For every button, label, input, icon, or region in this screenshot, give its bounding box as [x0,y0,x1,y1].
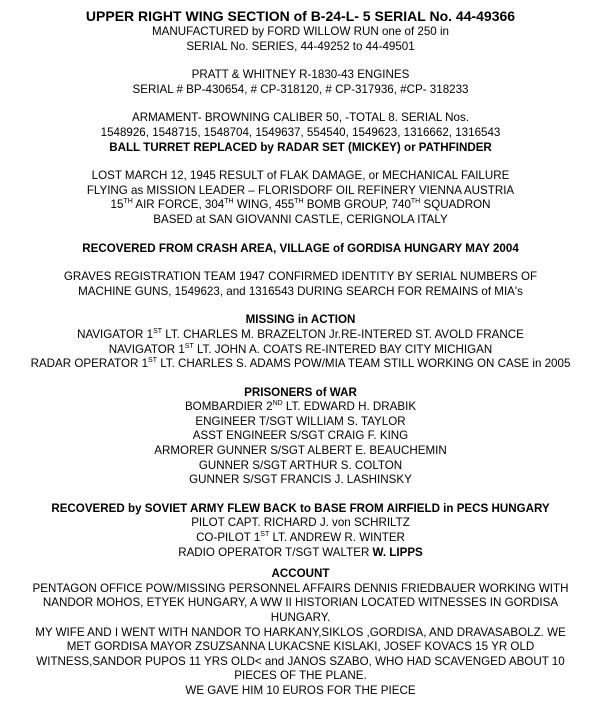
mission-line: FLYING as MISSION LEADER – FLORISDORF OIL REFINERY VIENNA AUSTRIA [86,183,515,197]
account-line: WE GAVE HIM 10 EUROS FOR THE PIECE [185,683,416,697]
radio-operator-line: RADIO OPERATOR T/SGT WALTER W. LIPPS [178,545,423,559]
pow-item: GUNNER S/SGT FRANCIS J. LASHINSKY [189,473,412,487]
account-line: PENTAGON OFFICE POW/MISSING PERSONNEL AFFAIRS DENNIS FRIEDBAUER WORKING WITH [32,581,569,595]
base-line: BASED at SAN GIOVANNI CASTLE, CERIGNOLA ITALY [153,212,448,226]
graves-registration-line: GRAVES REGISTRATION TEAM 1947 CONFIRMED IDENTITY BY SERIAL NUMBERS OF [63,270,538,284]
mia-heading: MISSING in ACTION [245,313,356,327]
account-line: WITNESS,SANDOR PUPOS 11 YRS OLD< and JANOS SZABO, WHO HAD SCAVENGED ABOUT 10 [36,654,565,668]
account-line: MY WIFE AND I WENT WITH NANDOR TO HARKANY,SIKLOS ,GORDISA, AND DRAVASABOLZ. WE [35,625,566,639]
pilot-line: PILOT CAPT. RICHARD J. von SCHRILTZ [191,516,410,530]
engines-line: PRATT & WHITNEY R-1830-43 ENGINES [191,68,410,82]
manufacturer-line: MANUFACTURED by FORD WILLOW RUN one of 250 in [152,25,449,38]
pow-item: BOMBARDIER 2ND LT. EDWARD H. DRABIK [184,400,417,414]
soviet-recovery-heading: RECOVERED by SOVIET ARMY FLEW BACK to BASE FROM AIRFIELD in PECS HUNGARY [51,501,550,515]
copilot-line: CO-PILOT 1ST LT. ANDREW R. WINTER [196,531,405,545]
pow-item: ARMORER GUNNER S/SGT ALBERT E. BEAUCHEMIN [154,444,447,458]
account-line: HUNGARY. [270,611,331,624]
page-title: UPPER RIGHT WING SECTION of B-24-L- 5 SERIAL No. 44-49366 [85,8,516,24]
armament-line: ARMAMENT- BROWNING CALIBER 50, -TOTAL 8. SERIAL Nos. [132,111,469,125]
account-line: NANDOR MOHOS, ETYEK HUNGARY, A WW II HISTORIAN LOCATED WITNESSES IN GORDISA [42,596,559,610]
mia-item: RADAR OPERATOR 1ST LT. CHARLES S. ADAMS POW/MIA TEAM STILL WORKING ON CASE in 2005 [30,357,571,371]
account-line: PIECES OF THE PLANE. [234,669,367,683]
armament-serials-line: 1548926, 1548715, 1548704, 1549637, 554540, 1549623, 1316662, 1316543 [100,125,501,139]
serial-series-line: SERIAL No. SERIES, 44-49252 to 44-49501 [186,39,415,53]
pow-item: ASST ENGINEER S/SGT CRAIG F. KING [192,429,409,443]
mia-item: NAVIGATOR 1ST LT. JOHN A. COATS RE-INTERED BAY CITY MICHIGAN [108,342,493,356]
engine-serials-line: SERIAL # BP-430654, # CP-318120, # CP-317936, #CP- 318233 [132,82,469,96]
unit-line: 15TH AIR FORCE, 304TH WING, 455TH BOMB GROUP, 740TH SQUADRON [110,198,491,212]
account-line: MET GORDISA MAYOR ZSUZSANNA LUKACSNE KISLAKI, JOSEF KOVACS 15 YR OLD [66,640,535,654]
loss-line: LOST MARCH 12, 1945 RESULT of FLAK DAMAGE, or MECHANICAL FAILURE [91,169,510,183]
recovery-heading: RECOVERED FROM CRASH AREA, VILLAGE of GORDISA HUNGARY MAY 2004 [82,241,519,255]
machine-guns-line: MACHINE GUNS, 1549623, and 1316543 DURING SEARCH FOR REMAINS of MIA's [78,284,523,298]
account-heading: ACCOUNT [271,567,330,581]
pow-item: ENGINEER T/SGT WILLIAM S. TAYLOR [195,414,406,428]
pow-heading: PRISONERS of WAR [244,385,357,399]
mia-item: NAVIGATOR 1ST LT. CHARLES M. BRAZELTON Jr.RE-INTERED ST. AVOLD FRANCE [77,327,524,341]
pow-item: GUNNER S/SGT ARTHUR S. COLTON [198,458,403,472]
ball-turret-line: BALL TURRET REPLACED by RADAR SET (MICKEY) or PATHFINDER [109,140,492,154]
